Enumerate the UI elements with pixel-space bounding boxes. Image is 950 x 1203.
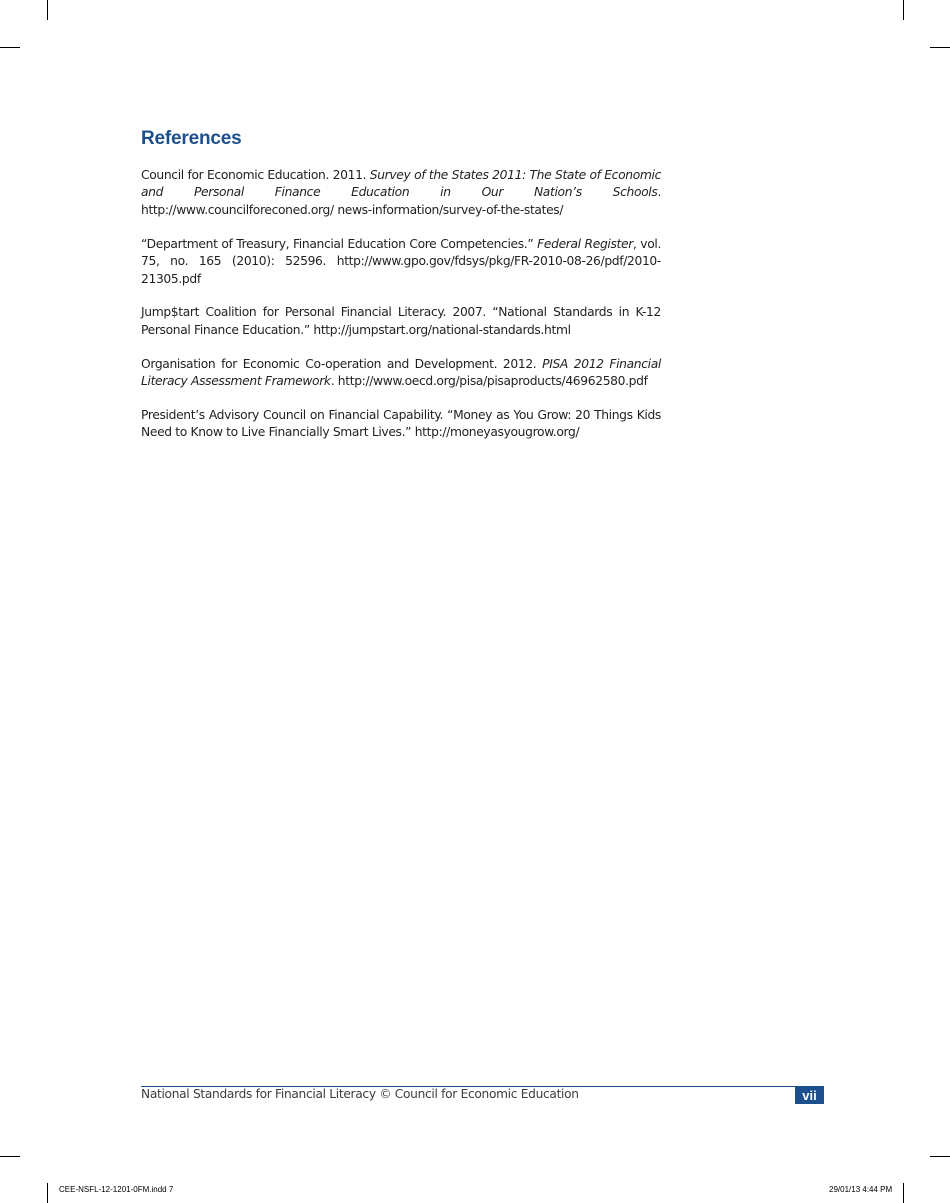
- reference-item: [141, 407, 661, 442]
- page-number: vii: [795, 1087, 824, 1104]
- reference-title: Federal Register: [537, 236, 633, 251]
- slug-timestamp: 29/01/13 4:44 PM: [829, 1185, 893, 1194]
- crop-mark: [47, 0, 48, 20]
- page-title: References: [141, 128, 242, 149]
- reference-text: . http://www.councilforeconed.org/ news-information/survey-of-the-states/: [141, 185, 661, 217]
- footer-text: National Standards for Financial Literacy © Council for Economic Education: [141, 1087, 579, 1101]
- crop-mark: [47, 1183, 48, 1203]
- reference-text: Organisation for Economic Co-operation and Development. 2012.: [141, 356, 543, 371]
- reference-list: [141, 167, 661, 458]
- reference-title: Survey of the States 2011: The State of Economic and Personal Finance Education in Our Nation’s Schools: [141, 168, 661, 200]
- reference-text: “Department of Treasury, Financial Education Core Competencies.”: [141, 236, 538, 251]
- reference-title: PISA 2012 Financial Literacy Assessment Framework: [141, 356, 661, 389]
- reference-text: Jump$tart Coalition for Personal Financial Literacy. 2007. “National Standards in K-12 Personal Finance Education.” http://jumpstart.org/national-standards.html: [141, 305, 661, 337]
- crop-mark: [903, 1183, 904, 1203]
- reference-item: [141, 236, 661, 288]
- crop-mark: [930, 1156, 950, 1157]
- reference-text: . http://www.oecd.org/pisa/pisaproducts/46962580.pdf: [330, 374, 648, 389]
- reference-item: [141, 304, 661, 339]
- reference-item: [141, 356, 661, 391]
- slug-filename: CEE-NSFL-12-1201-0FM.indd 7: [59, 1185, 174, 1194]
- reference-text: Council for Economic Education. 2011.: [141, 168, 370, 182]
- reference-text: President’s Advisory Council on Financial Capability. “Money as You Grow: 20 Things Kids Need to Know to Live Financially Smart Lives.” http://moneyasyougrow.org/: [141, 408, 661, 440]
- crop-mark: [0, 1156, 20, 1157]
- crop-mark: [903, 0, 904, 20]
- reference-text: , vol. 75, no. 165 (2010): 52596. http://www.gpo.gov/fdsys/pkg/FR-2010-08-26/pdf/2010-21305.pdf: [141, 236, 662, 286]
- crop-mark: [930, 47, 950, 48]
- reference-item: [141, 167, 661, 219]
- crop-mark: [0, 47, 20, 48]
